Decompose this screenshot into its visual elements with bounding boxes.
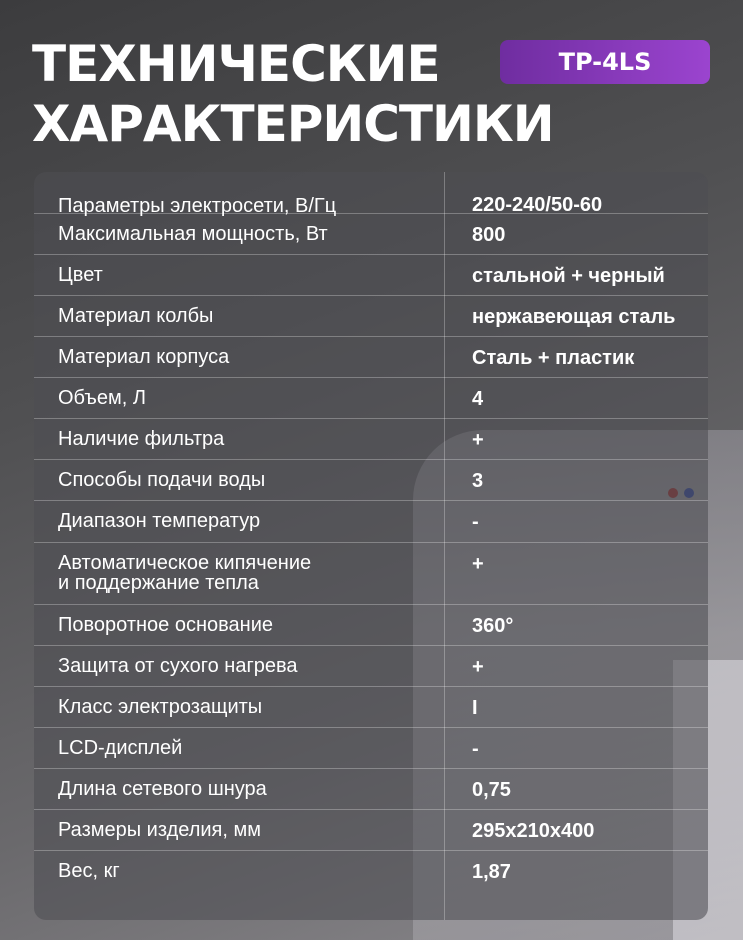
spec-value: 295x210x400: [472, 820, 595, 842]
spec-value: 360°: [472, 615, 514, 637]
spec-value: -: [472, 511, 479, 533]
spec-row: [34, 543, 708, 605]
spec-name: Вес, кг: [58, 860, 120, 882]
spec-name: Наличие фильтра: [58, 428, 225, 450]
spec-value: стальной + черный: [472, 265, 665, 287]
spec-name: Диапазон температур: [58, 510, 261, 532]
spec-value: 220-240/50-60: [472, 194, 603, 216]
page-title: [32, 34, 554, 154]
spec-name: Класс электрозащиты: [58, 696, 263, 718]
page-title-line-1: ТЕХНИЧЕСКИЕ: [32, 35, 440, 93]
spec-name: Цвет: [58, 264, 103, 286]
spec-row: [34, 769, 708, 810]
spec-name: Защита от сухого нагрева: [58, 655, 298, 677]
spec-name: Автоматическое кипячение и поддержание тепла: [58, 552, 312, 594]
page-title-line-2: ХАРАКТЕРИСТИКИ: [32, 95, 554, 153]
spec-value: +: [472, 429, 484, 451]
spec-table: [34, 172, 708, 920]
spec-row: [34, 851, 708, 920]
spec-row: [34, 460, 708, 501]
spec-row: [34, 214, 708, 255]
spec-value: +: [472, 656, 484, 678]
spec-row: [34, 337, 708, 378]
spec-row: [34, 687, 708, 728]
spec-row: [34, 501, 708, 543]
spec-value: 1,87: [472, 861, 511, 883]
spec-value: нержавеющая сталь: [472, 306, 676, 328]
spec-row: [34, 605, 708, 646]
spec-name: Материал корпуса: [58, 346, 230, 368]
spec-name: Способы подачи воды: [58, 469, 266, 491]
spec-name: Параметры электросети, В/Гц: [58, 195, 337, 217]
spec-row: [34, 255, 708, 296]
spec-row: [34, 810, 708, 851]
spec-row: [34, 419, 708, 460]
spec-value: Сталь + пластик: [472, 347, 635, 369]
spec-row: [34, 728, 708, 769]
model-badge: TP-4LS: [500, 40, 710, 84]
spec-name: Поворотное основание: [58, 614, 273, 636]
spec-name: Размеры изделия, мм: [58, 819, 261, 841]
spec-value: I: [472, 697, 478, 719]
spec-value: 4: [472, 388, 484, 410]
spec-row: [34, 172, 708, 217]
spec-name: Объем, Л: [58, 387, 146, 409]
spec-name: LCD-дисплей: [58, 737, 183, 759]
spec-row: [34, 378, 708, 419]
spec-value: 0,75: [472, 779, 511, 801]
spec-value: 800: [472, 224, 506, 246]
spec-value: -: [472, 738, 479, 760]
spec-name: Материал колбы: [58, 305, 214, 327]
spec-value: +: [472, 553, 484, 575]
spec-name: Длина сетевого шнура: [58, 778, 267, 800]
spec-name: Максимальная мощность, Вт: [58, 223, 328, 245]
spec-value: 3: [472, 470, 484, 492]
spec-row: [34, 296, 708, 337]
spec-row: [34, 646, 708, 687]
